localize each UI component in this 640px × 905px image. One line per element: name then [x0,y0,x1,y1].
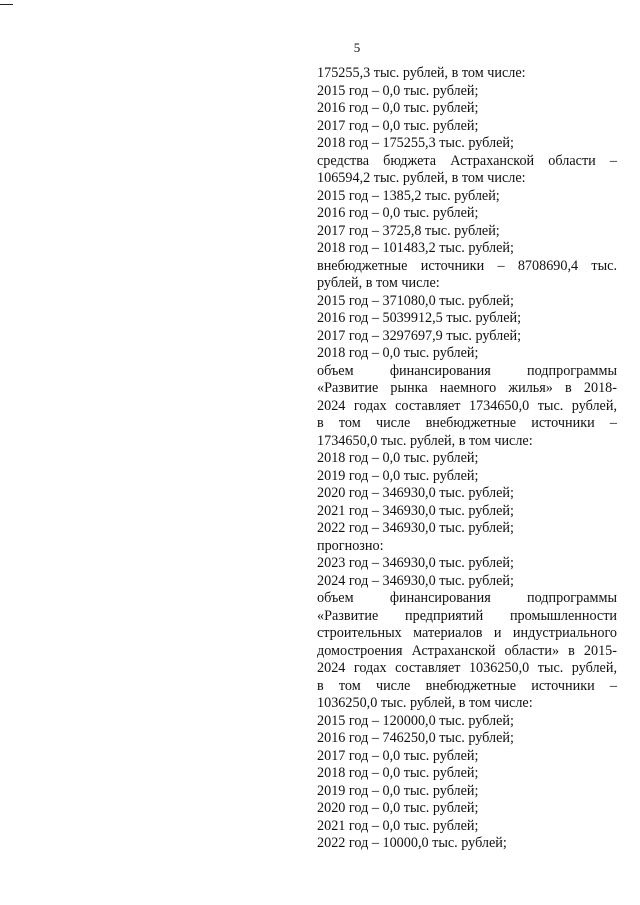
text-line: 2018 год – 0,0 тыс. рублей; [317,765,479,781]
text-line: 2021 год – 346930,0 тыс. рублей; [317,502,514,519]
text-line: 2015 год – 0,0 тыс. рублей; [317,82,479,99]
text-line: 2018 год – 175255,3 тыс. рублей; [317,135,514,151]
text-line: 2017 год – 3297697,9 тыс. рублей; [317,327,522,344]
text-line: «Развитие рынка наемного жилья» в 2018- [317,380,617,396]
scan-corner-mark [0,4,13,5]
text-line: рублей, в том числе: [317,275,440,291]
text-line: 2015 год – 1385,2 тыс. рублей; [317,187,500,204]
text-line: 2016 год – 746250,0 тыс. рублей; [317,730,514,746]
text-line: 2016 год – 0,0 тыс. рублей; [317,100,479,116]
text-line: 175255,3 тыс. рублей, в том числе: [317,65,526,81]
text-line: прогнозно: [317,537,384,554]
text-line: 2022 год – 10000,0 тыс. рублей; [317,835,507,851]
text-line: 2018 год – 0,0 тыс. рублей; [317,450,479,466]
text-line: строительных материалов и индустриального [317,625,617,641]
text-line: домостроения Астраханской области» в 2015- [317,642,617,659]
text-line: 2018 год – 101483,2 тыс. рублей; [317,240,514,256]
text-line: 106594,2 тыс. рублей, в том числе: [317,170,526,186]
text-line: 2020 год – 0,0 тыс. рублей; [317,800,479,816]
text-line: 2024 годах составляет 1036250,0 тыс. рублей, [317,660,617,676]
text-line: 2016 год – 0,0 тыс. рублей; [317,205,479,221]
text-line: средства бюджета Астраханской области – [317,152,617,169]
text-line: «Развитие предприятий промышленности [317,607,617,624]
text-line: 2018 год – 0,0 тыс. рублей; [317,345,479,361]
text-line: объем финансирования подпрограммы [317,590,617,606]
text-line: 1036250,0 тыс. рублей, в том числе: [317,695,533,711]
text-line: 2017 год – 0,0 тыс. рублей; [317,117,479,134]
text-line: в том числе внебюджетные источники – [317,677,617,694]
page-number: 5 [353,40,361,55]
funding-text-column [317,65,617,853]
text-line: 2015 год – 120000,0 тыс. рублей; [317,712,514,729]
text-line: 2023 год – 346930,0 тыс. рублей; [317,555,514,571]
text-line: 2021 год – 0,0 тыс. рублей; [317,817,479,834]
text-line: 2016 год – 5039912,5 тыс. рублей; [317,310,522,326]
text-line: 2024 год – 346930,0 тыс. рублей; [317,572,514,589]
text-line: внебюджетные источники – 8708690,4 тыс. [317,257,617,274]
text-line: 2024 годах составляет 1734650,0 тыс. рублей, [317,397,617,414]
text-line: объем финансирования подпрограммы [317,362,617,379]
text-line: 2020 год – 346930,0 тыс. рублей; [317,485,514,501]
text-line: в том числе внебюджетные источники – [317,415,617,431]
text-line: 1734650,0 тыс. рублей, в том числе: [317,432,533,449]
text-line: 2019 год – 0,0 тыс. рублей; [317,782,479,799]
text-line: 2015 год – 371080,0 тыс. рублей; [317,292,514,309]
text-line: 2017 год – 3725,8 тыс. рублей; [317,222,500,239]
text-line: 2017 год – 0,0 тыс. рублей; [317,747,479,764]
text-line: 2019 год – 0,0 тыс. рублей; [317,467,479,484]
text-line: 2022 год – 346930,0 тыс. рублей; [317,520,514,536]
